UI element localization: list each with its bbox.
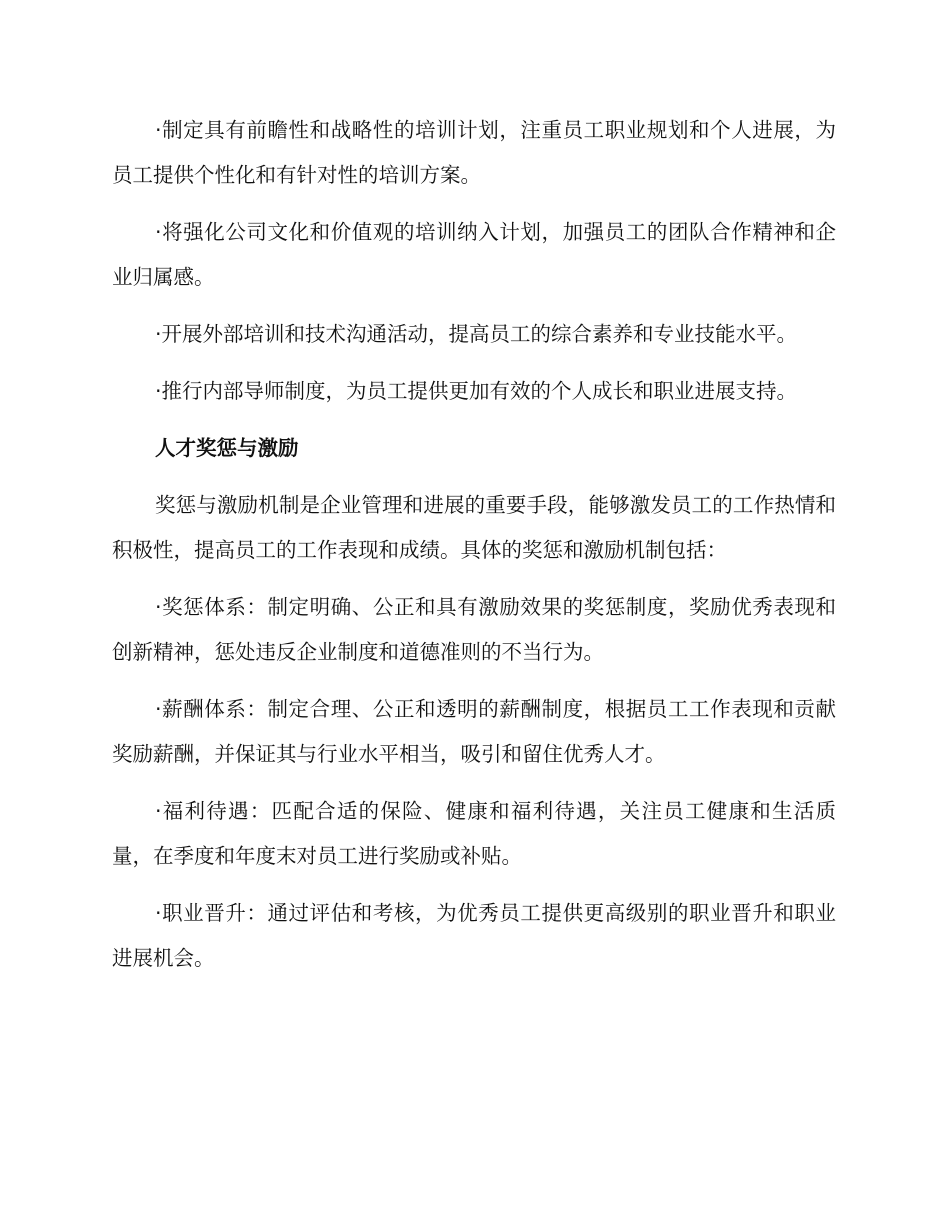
benefits-bullet: ·福利待遇：匹配合适的保险、健康和福利待遇，关注员工健康和生活质量，在季度和年度末对员工进行奖励或补贴。 bbox=[112, 799, 836, 868]
career-promotion-bullet: ·职业晋升：通过评估和考核，为优秀员工提供更高级别的职业晋升和职业进展机会。 bbox=[112, 901, 836, 970]
reward-punishment-bullet: ·奖惩体系：制定明确、公正和具有激励效果的奖惩制度，奖励优秀表现和创新精神，惩处违反企业制度和道德准则的不当行为。 bbox=[112, 595, 836, 664]
section-intro-paragraph: 奖惩与激励机制是企业管理和进展的重要手段，能够激发员工的工作热情和积极性，提高员工的工作表现和成绩。具体的奖惩和激励机制包括： bbox=[112, 493, 836, 562]
mentor-system-bullet: ·推行内部导师制度，为员工提供更加有效的个人成长和职业进展支持。 bbox=[155, 379, 798, 403]
document-body bbox=[112, 108, 836, 993]
section-heading: 人才奖惩与激励 bbox=[155, 436, 299, 460]
company-culture-bullet: ·将强化公司文化和价值观的培训纳入计划，加强员工的团队合作精神和企业归属感。 bbox=[112, 220, 836, 289]
external-training-bullet: ·开展外部培训和技术沟通活动，提高员工的综合素养和专业技能水平。 bbox=[155, 322, 798, 346]
salary-system-bullet: ·薪酬体系：制定合理、公正和透明的薪酬制度，根据员工工作表现和贡献奖励薪酬，并保证其与行业水平相当，吸引和留住优秀人才。 bbox=[112, 697, 836, 766]
training-plan-bullet: ·制定具有前瞻性和战略性的培训计划，注重员工职业规划和个人进展，为员工提供个性化和有针对性的培训方案。 bbox=[112, 118, 836, 187]
